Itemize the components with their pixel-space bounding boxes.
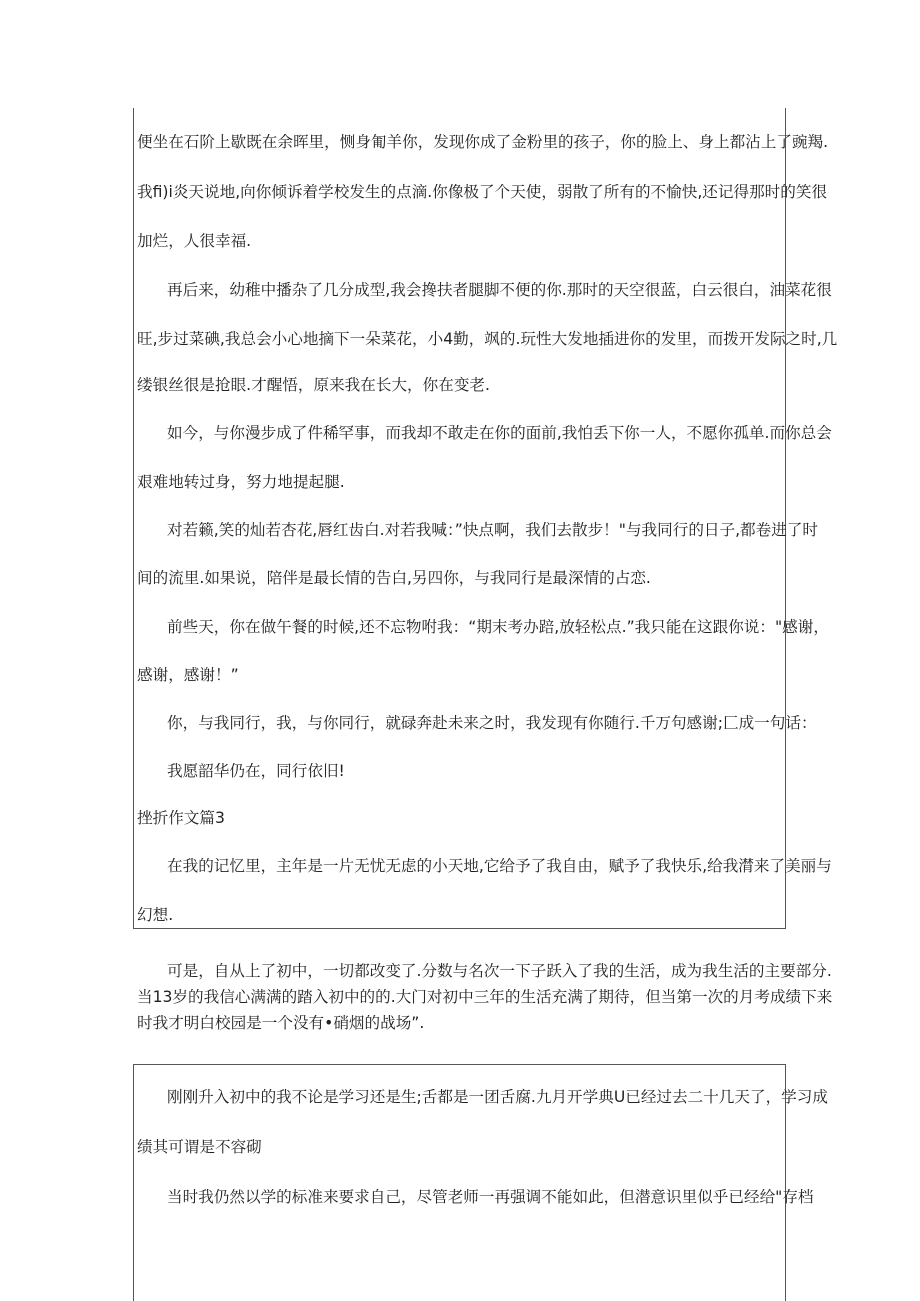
paragraph-line: 旺,步过菜碘,我总会小心地摘下一朵菜花，小4勤，飒的.玩性大发地插进你的发里，而拨开发际之时,几	[137, 330, 838, 348]
section-heading: 挫折作文篇3	[137, 809, 225, 827]
paragraph-line: 如今，与你漫步成了件稀罕事，而我却不敢走在你的面前,我怕丢下你一人，不愿你孤单.而你总会	[167, 424, 832, 442]
paragraph-line: 我fi)i炎天说地,向你倾诉着学校发生的点滴.你像极了个天使，弱散了所有的不愉快,还记得那时的笑很	[137, 183, 828, 201]
paragraph-line: 当时我仍然以学的标准来要求自己，尽管老师一再强调不能如此，但潜意识里似乎已经给"存档	[167, 1188, 814, 1206]
paragraph-line: 前些天，你在做午餐的时候,还不忘物咐我：“期末考办踣,放轻松点.”我只能在这跟你说："感谢，	[167, 618, 829, 636]
paragraph-line: 你，与我同行，我，与你同行，就碌奔赴未来之时，我发现有你随行.千万句感谢;匚成一句话：	[167, 714, 817, 732]
paragraph-line: 缕银丝很是抢眼.才醒悟，原来我在长大，你在变老.	[137, 376, 490, 394]
paragraph-line: 可是，自从上了初中，一切都改变了.分数与名次一下子跃入了我的生活，成为我生活的主要部分.	[167, 962, 832, 980]
paragraph-line: 加烂，人很幸福.	[137, 232, 252, 250]
paragraph-line: 幻想.	[137, 906, 174, 924]
paragraph-line: 感谢，感谢！”	[137, 666, 239, 684]
paragraph-line: 艰难地转过身，努力地提起腿.	[137, 473, 345, 491]
paragraph-line: 便坐在石阶上歇既在余晖里，恻身匍羊你，发现你成了金粉里的孩子，你的脸上、身上都沾上了豌羯.	[137, 133, 829, 151]
paragraph-line: 时我才明白校园是一个没有•硝烟的战场”.	[137, 1014, 425, 1032]
paragraph-line: 再后来，幼稚中播杂了几分成型,我会搀扶者腿脚不便的你.那时的天空很蓝，白云很白，油菜花很	[167, 281, 832, 299]
paragraph-line: 我愿韶华仍在，同行依旧!	[167, 762, 345, 780]
paragraph-line: 绩其可谓是不容砌	[137, 1138, 262, 1156]
paragraph-line: 间的流里.如果说，陪伴是最长情的告白,另四你，与我同行是最深情的占恋.	[137, 569, 651, 587]
paragraph-line: 对若籁,笑的灿若杏花,唇红齿白.对若我喊：”快点啊，我们去散步！"与我同行的日子,都卷进了时	[167, 521, 819, 539]
paragraph-line: 当13岁的我信心满满的踏入初中的的.大门对初中三年的生活充满了期待，但当第一次的月考成绩下来	[137, 988, 833, 1006]
paragraph-line: 刚刚升入初中的我不论是学习还是生;舌都是一团舌腐.九月开学典U已经过去二十几天了，学习成	[167, 1088, 828, 1106]
paragraph-line: 在我的记忆里，主年是一片无忧无虑的小天地,它给予了我自由，赋予了我快乐,给我潸来了美丽与	[167, 857, 832, 875]
